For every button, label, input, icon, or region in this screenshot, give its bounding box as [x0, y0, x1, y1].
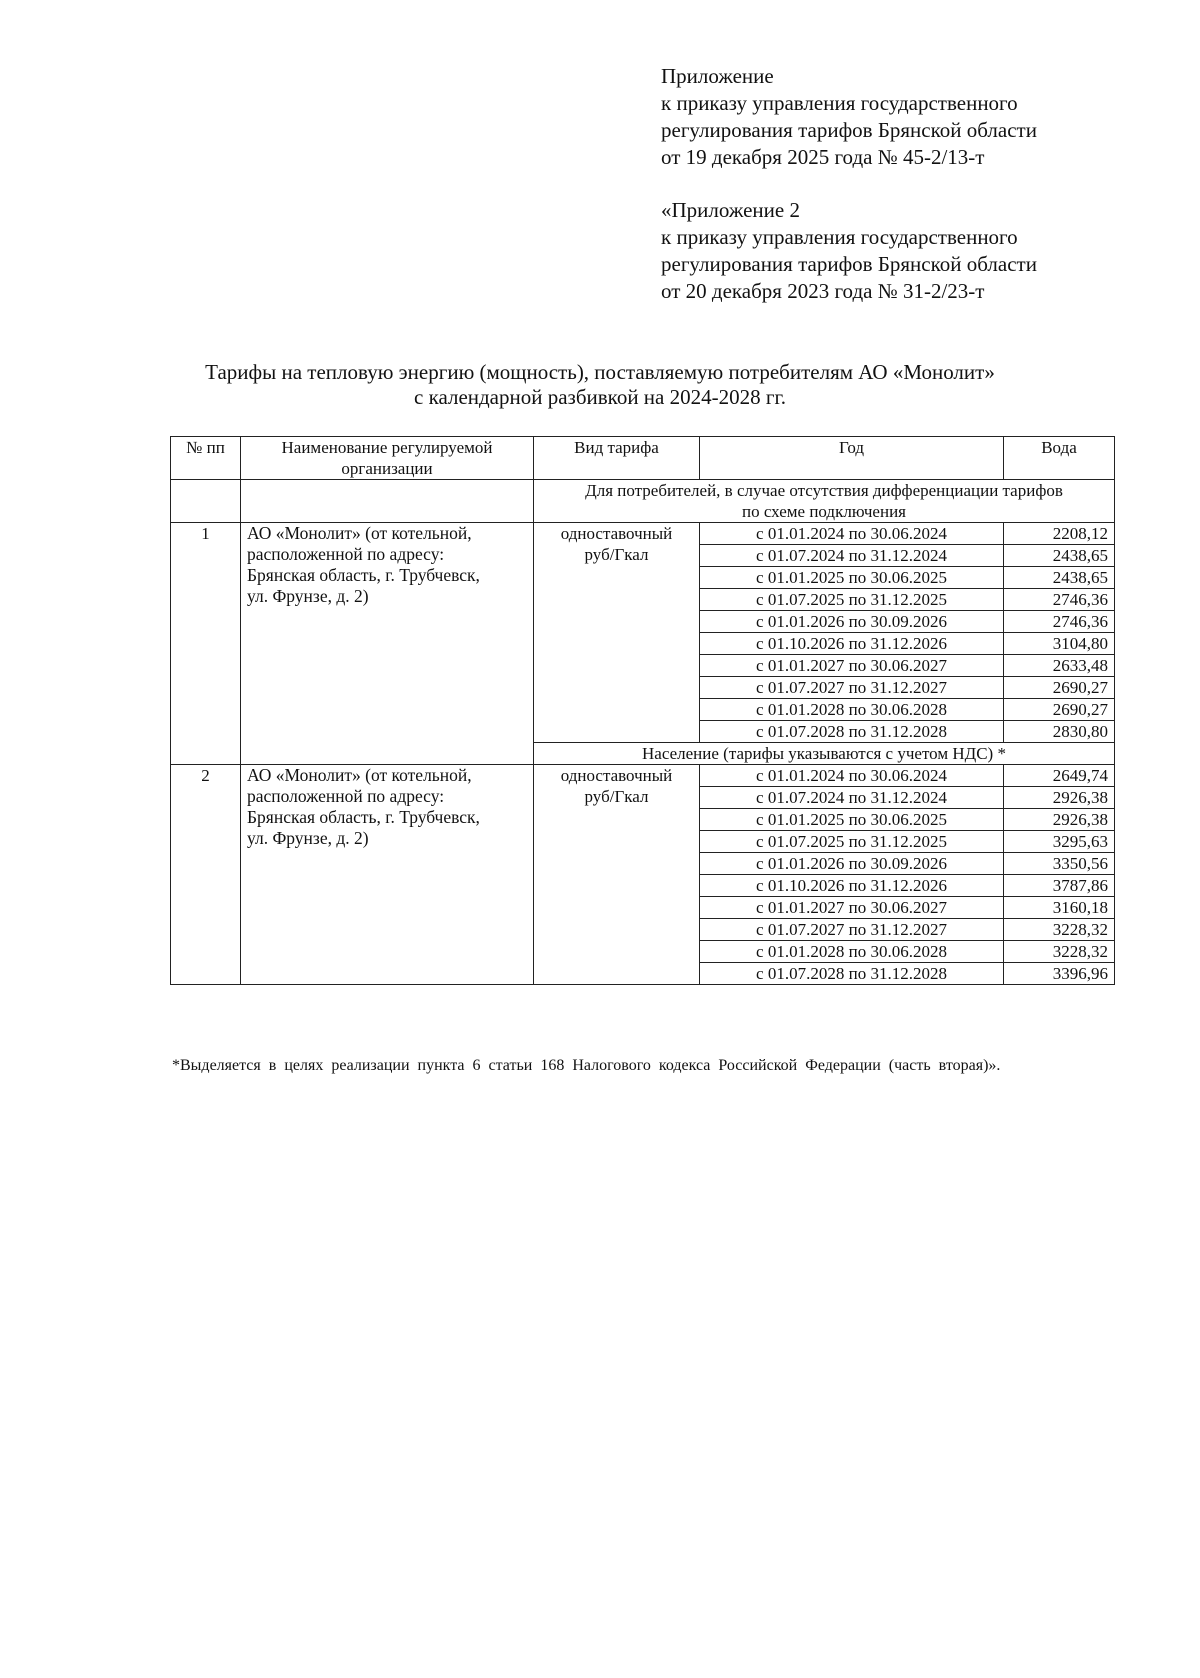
- tariff-value: 2438,65: [1004, 545, 1115, 567]
- organization-name: АО «Монолит» (от котельной, расположенной по адресу: Брянская область, г. Трубчевск, ул. Фрунзе, д. 2): [241, 765, 534, 985]
- header-org: Наименование регулируемой организации: [241, 437, 534, 480]
- tariff-value: 3104,80: [1004, 633, 1115, 655]
- tariff-period: с 01.07.2025 по 31.12.2025: [700, 589, 1004, 611]
- header-water: Вода: [1004, 437, 1115, 480]
- tariff-period: с 01.01.2027 по 30.06.2027: [700, 897, 1004, 919]
- header-kind: Вид тарифа: [534, 437, 700, 480]
- tariff-value: 2926,38: [1004, 787, 1115, 809]
- row-number: 1: [171, 523, 241, 765]
- table-header-row: [171, 437, 1115, 480]
- tariff-value: 3350,56: [1004, 853, 1115, 875]
- footnote: *Выделяется в целях реализации пункта 6 статьи 168 Налогового кодекса Российской Федерации (часть вторая)».: [172, 1057, 1001, 1074]
- header-num: № пп: [171, 437, 241, 480]
- tariff-period: с 01.01.2028 по 30.06.2028: [700, 699, 1004, 721]
- tariff-kind: одноставочный руб/Гкал: [534, 765, 700, 985]
- appendix-line: к приказу управления государственного: [661, 91, 1018, 115]
- tariff-period: с 01.07.2027 по 31.12.2027: [700, 919, 1004, 941]
- tariff-value: 2926,38: [1004, 809, 1115, 831]
- tariff-value: 3396,96: [1004, 963, 1115, 985]
- empty-cell: [241, 480, 534, 523]
- appendix-line: Приложение: [661, 64, 774, 88]
- organization-name: АО «Монолит» (от котельной, расположенной по адресу: Брянская область, г. Трубчевск, ул. Фрунзе, д. 2): [241, 523, 534, 765]
- title-line: с календарной разбивкой на 2024-2028 гг.: [414, 385, 786, 409]
- appendix-line: «Приложение 2: [661, 198, 800, 222]
- tariff-period: с 01.07.2027 по 31.12.2027: [700, 677, 1004, 699]
- tariff-period: с 01.01.2027 по 30.06.2027: [700, 655, 1004, 677]
- section-label-general: Для потребителей, в случае отсутствия дифференциации тарифов по схеме подключения: [534, 480, 1115, 523]
- appendix-line: от 20 декабря 2023 года № 31-2/23-т: [661, 279, 985, 303]
- tariff-value: 2208,12: [1004, 523, 1115, 545]
- tariff-value: 2690,27: [1004, 677, 1115, 699]
- tariff-period: с 01.10.2026 по 31.12.2026: [700, 633, 1004, 655]
- tariff-value: 2649,74: [1004, 765, 1115, 787]
- appendix-line: регулирования тарифов Брянской области: [661, 118, 1037, 142]
- tariff-value: 3295,63: [1004, 831, 1115, 853]
- empty-cell: [171, 480, 241, 523]
- tariff-period: с 01.01.2026 по 30.09.2026: [700, 611, 1004, 633]
- tariff-period: с 01.01.2028 по 30.06.2028: [700, 941, 1004, 963]
- tariff-value: 3228,32: [1004, 919, 1115, 941]
- tariff-period: с 01.07.2024 по 31.12.2024: [700, 787, 1004, 809]
- tariff-value: 3228,32: [1004, 941, 1115, 963]
- tariff-table: [170, 436, 1115, 985]
- section-label-population: Население (тарифы указываются с учетом НДС) *: [534, 743, 1115, 765]
- tariff-period: с 01.01.2026 по 30.09.2026: [700, 853, 1004, 875]
- appendix-line: к приказу управления государственного: [661, 225, 1018, 249]
- tariff-period: с 01.07.2028 по 31.12.2028: [700, 963, 1004, 985]
- tariff-kind: одноставочный руб/Гкал: [534, 523, 700, 743]
- row-number: 2: [171, 765, 241, 985]
- tariff-period: с 01.10.2026 по 31.12.2026: [700, 875, 1004, 897]
- title-line: Тарифы на тепловую энергию (мощность), поставляемую потребителям АО «Монолит»: [205, 360, 995, 384]
- tariff-value: 3160,18: [1004, 897, 1115, 919]
- tariff-value: 3787,86: [1004, 875, 1115, 897]
- tariff-value: 2633,48: [1004, 655, 1115, 677]
- tariff-value: 2746,36: [1004, 589, 1115, 611]
- appendix-line: от 19 декабря 2025 года № 45-2/13-т: [661, 145, 985, 169]
- appendix-reference-current: [661, 63, 1161, 171]
- tariff-period: с 01.01.2024 по 30.06.2024: [700, 523, 1004, 545]
- tariff-value: 2438,65: [1004, 567, 1115, 589]
- appendix-line: регулирования тарифов Брянской области: [661, 252, 1037, 276]
- tariff-value: 2690,27: [1004, 699, 1115, 721]
- section-row-general: [171, 480, 1115, 523]
- tariff-period: с 01.01.2025 по 30.06.2025: [700, 809, 1004, 831]
- tariff-period: с 01.07.2028 по 31.12.2028: [700, 721, 1004, 743]
- tariff-value: 2830,80: [1004, 721, 1115, 743]
- tariff-period: с 01.01.2024 по 30.06.2024: [700, 765, 1004, 787]
- table-row: [171, 523, 1115, 545]
- header-year: Год: [700, 437, 1004, 480]
- tariff-period: с 01.07.2025 по 31.12.2025: [700, 831, 1004, 853]
- tariff-period: с 01.01.2025 по 30.06.2025: [700, 567, 1004, 589]
- tariff-value: 2746,36: [1004, 611, 1115, 633]
- appendix-reference-original: [661, 197, 1161, 305]
- document-title: [100, 360, 1100, 410]
- tariff-period: с 01.07.2024 по 31.12.2024: [700, 545, 1004, 567]
- table-row: [171, 765, 1115, 787]
